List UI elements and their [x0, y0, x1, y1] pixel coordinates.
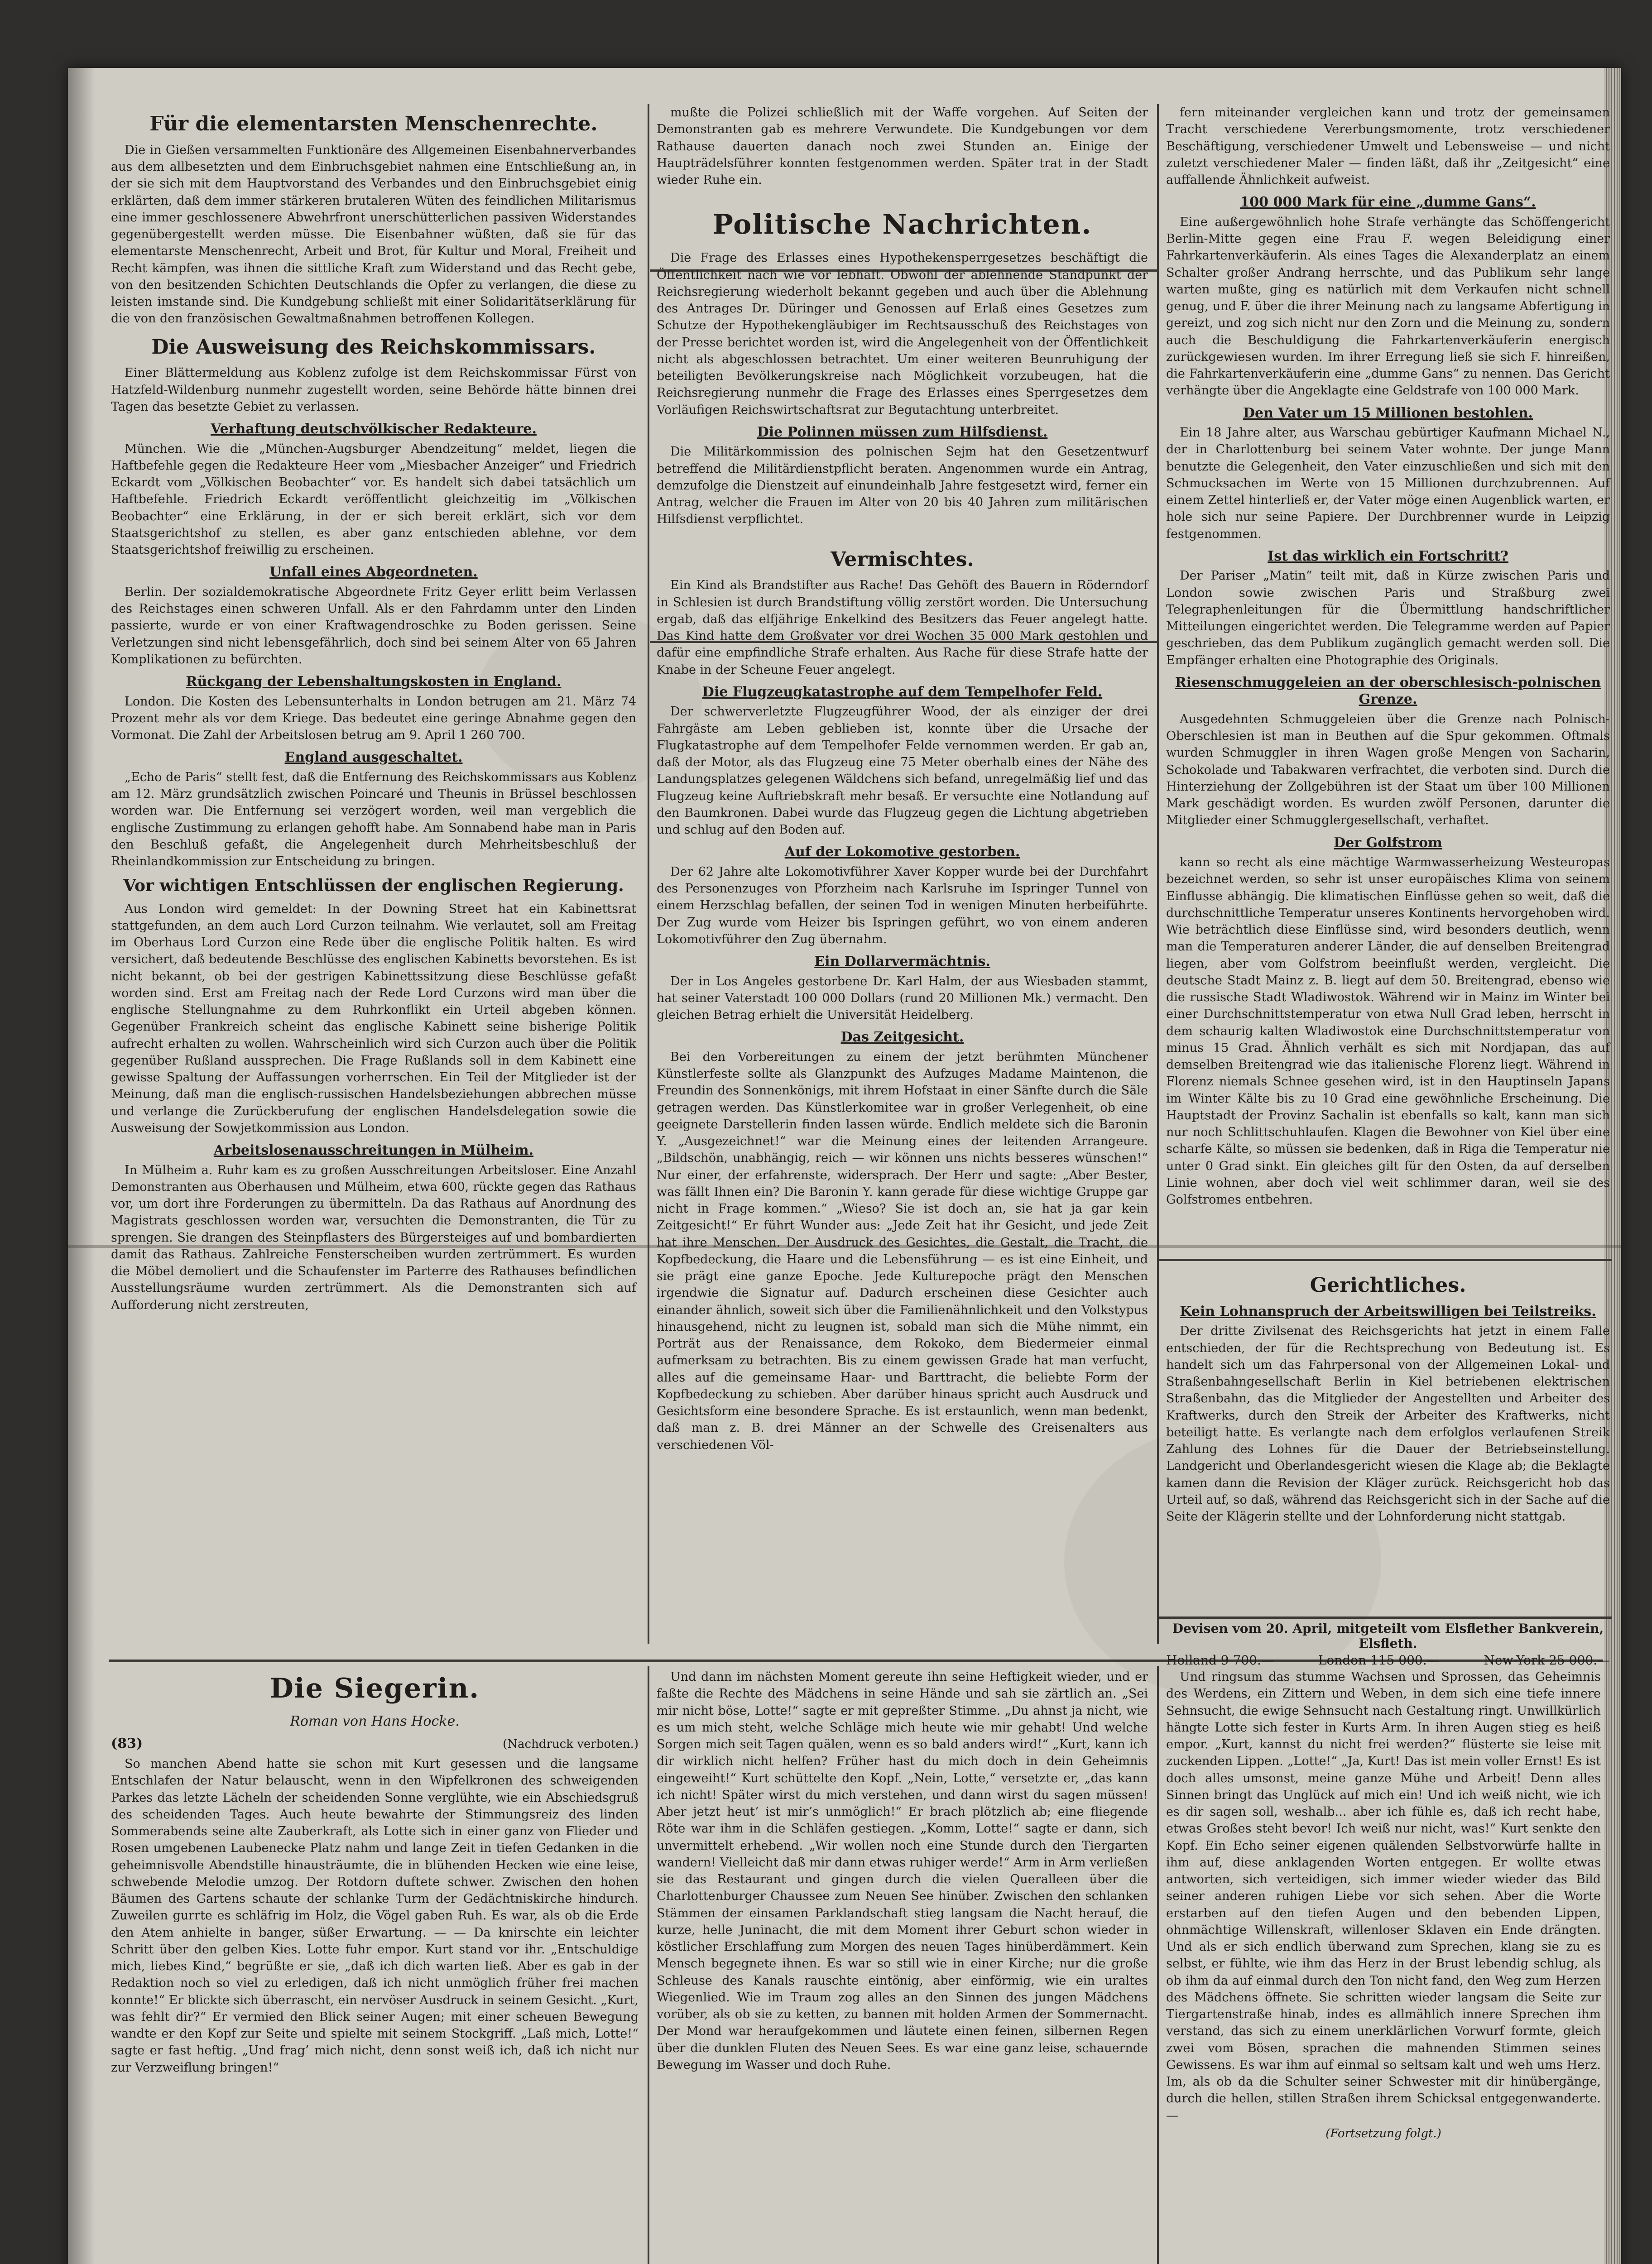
novel-text: Und ringsum das stumme Wachsen und Sprossen, das Geheimnis des Werdens, ein Zittern und Weben, in dem sich eine tiefe innere Sehnsucht, die ewige Sehnsucht nach Gestaltung ringt. Unwillkürlich hängte Lotte sich fester in Kurts Arm. In ihren Augen stieg es heiß empor. „Kurt, kannst du nicht frei werden?“ flüsterte sie leise mit zuckenden Lippen. „Lotte!“ „Ja, Kurt! Das ist mein voller Ernst! Es ist doch alles umsonst, meine ganze Mühe und Arbeit! Denn alles Sinnen bringt das Unglück auf mich ein! Und ich weiß nicht, wie ich es dir sagen soll, weshalb... aber ich fühle es, daß ich recht habe, etwas Großes steht bevor! Ich weiß nur nicht, was!“ Kurt senkte den Kopf. Ein Echo seiner eigenen quälenden Selbstvorwürfe hallte in ihm auf, diese anklagenden Worten entgegen. Er wollte etwas antworten, sich verteidigen, sich immer wieder wieder das Bild seiner anderen ruhigen Liebe vor sich sehen. Aber die Worte erstarben auf den tiefen Augen und den bebenden Lippen, ohnmächtige Willenskraft, willenloser Sklaven ein Ende drängten. Und als er sich endlich überwand zum Sprechen, klang sie zu es selbst, er fühlte, wie ihm das Herz in der Brust lebendig schlug, als ob ihm da auf einmal durch den Ton nicht fand, den Weg zum Herzen des Mädchens öffnete. Sie schritten wieder langsam die Seite zur Tiergartenstraße hinab, indes es allmählich innere Sprechen ihm verstand, das sich zu einem unerklärlichen Vorwurf formte, gleich zwei vom Bösen, sprachen die mahnenden Stimmen seines Gewissens. Es war ihm auf einmal so seltsam kalt und weh ums Herz. Im, als ob da die Schulter seiner Schwester mit dir hinübergänge, durch die hellen, stillen Straßen ihrem Schicksal entgegenwanderte. — [1166, 1670, 1601, 2123]
novel-column-1 [111, 1669, 639, 2264]
novel-byline: Roman von Hans Hocke. [290, 1713, 460, 1729]
subheadline: 100 000 Mark für eine „dumme Gans“. [1240, 194, 1536, 211]
article-text: Eine außergewöhnlich hohe Strafe verhängte das Schöffengericht Berlin-Mitte gegen eine Frau F. wegen Beleidigung einer Fahrkartenverkäuferin. Als eines Tages die Alexanderplatz an einem Schalter großer Andrang herrschte, und das Publikum sehr lange warten mußte, ging es natürlich mit dem Verkaufen nicht schnell genug, und F. über die ihrer Meinung nach zu langsame Abfertigung in gereizt, und zog sich nicht nur den Zorn und die Meinung zu, sondern auch die Beschuldigung die Fahrkartenverkäuferin energisch zurückgewiesen wurden. Im ihrer Erregung ließ sie sich F. hinreißen, die Fahrkartenverkäuferin eine „dumme Gans“ zu nennen. Das Gericht verhängte über die Angeklagte eine Geldstrafe von 100 000 Mark. [1166, 215, 1610, 398]
exchange-rates [1166, 1621, 1610, 1668]
column-1 [111, 104, 636, 1653]
novel-title: Die Siegerin. [269, 1673, 480, 1704]
article-text: Der schwerverletzte Flugzeugführer Wood, der als einziger der drei Fahrgäste am Leben geblieben ist, konnte über die Ursache der Flugkatastrophe auf dem Tempelhofer Felde vernommen werden. Er gab an, daß der Motor, als das Flugzeug eine 75 Meter oberhalb eines der Nähe des Landungsplatzes gelegenen Wäldchens sich befand, unregelmäßig lief und das Flugzeug keine Auftriebskraft mehr besaß. Er versuchte eine Notlandung auf den Baumkronen. Dabei wurde das Flugzeug gegen die Lichtung abgetrieben und schlug auf den Boden auf. [657, 705, 1148, 837]
column-rule [648, 104, 649, 1644]
reprint-note: (Nachdruck verboten.) [503, 1737, 639, 1751]
article-text: Aus London wird gemeldet: In der Downing Street hat ein Kabinettsrat stattgefunden, an dem auch Lord Curzon teilnahm. Wie verlautet, soll am Freitag im Oberhaus Lord Curzon eine Rede über die englische Politik halten. Es wird versichert, daß bedeutende Beschlüsse des englischen Kabinetts bevorstehen. Es ist nicht bekannt, ob bei der gestrigen Kabinettssitzung diese Beschlüsse gefaßt worden sind. Erst am Freitag nach der Rede Lord Curzons wird man über die englische Stellungnahme zu dem Ruhrkonflikt ein Urteil abgeben können. Gegenüber Frankreich scheint das englische Kabinett seine bisherige Politik aufrecht erhalten zu wollen. Wahrscheinlich wird sich Curzon auch über die Politik gegenüber Rußland aussprechen. Die Frage Rußlands soll in dem Kabinett eine gewisse Spaltung der Auffassungen vorherrschen. Ein Teil der Mitglieder ist der Meinung, daß man die englisch-russischen Handelsbeziehungen abbrechen müsse und verlange die Zurückberufung der englischen Handelsdelegation sowie die Ausweisung der Sowjetkommission aus London. [111, 902, 636, 1135]
novel-column-3 [1166, 1669, 1601, 2264]
section-title: Politische Nachrichten. [712, 209, 1092, 241]
section-rule [1159, 1616, 1612, 1619]
subheadline: Der Golfstrom [1334, 835, 1442, 851]
headline: Die Ausweisung des Reichskommissars. [151, 335, 596, 359]
subheadline: Riesenschmuggeleien an der oberschlesisch-polnischen Grenze. [1175, 674, 1601, 708]
column-2 [657, 104, 1148, 1653]
binding-shadow [68, 68, 95, 2264]
headline: Vor wichtigen Entschlüssen der englischen Regierung. [123, 876, 624, 896]
section-title: Vermischtes. [831, 547, 974, 571]
column-rule [648, 1666, 649, 2264]
article-text: „Echo de Paris“ stellt fest, daß die Entfernung des Reichskommissars aus Koblenz am 12. März grundsätzlich zwischen Poincaré und Theunis in Brüssel beschlossen worden war. Die Entfernung sei verzögert worden, weil man vergeblich die englische Zustimmung zu erlangen gehofft habe. Am Sonnabend habe man in Paris den Beschluß gefaßt, die Angelegenheit durch Mehrheitsbeschluß der Rheinlandkommission zur Entscheidung zu bringen. [111, 770, 636, 869]
novel-column-2 [657, 1669, 1148, 2264]
subheadline: Die Flugzeugkatastrophe auf dem Tempelhofer Feld. [702, 684, 1103, 700]
article-text: Ein Kind als Brandstifter aus Rache! Das Gehöft des Bauern in Röderndorf in Schlesien ist durch Brandstiftung völlig zerstört worden. Die Untersuchung ergab, daß das elfjährige Enkelkind des Besitzers das Feuer angelegt hatte. Das Kind hatte dem Großvater vor drei Wochen 35 000 Mark gestohlen und dafür eine empfindliche Strafe erhalten. Aus Rache für diese Strafe hatte der Knabe in der Scheune Feuer angelegt. [657, 578, 1148, 677]
subheadline: Auf der Lokomotive gestorben. [784, 844, 1020, 860]
exchange-row: Holland 9 700.— London 115 000.— New-York 25 000.— [1166, 1653, 1610, 1668]
article-text: Der dritte Zivilsenat des Reichsgerichts hat jetzt in einem Falle entschieden, der für die Rechtsprechung von Bedeutung ist. Es handelt sich um das Fahrpersonal von der Allgemeinen Lokal- und Straßenbahngesellschaft Berlin in Kiel betriebenen elektrischen Straßenbahn, das die Mitglieder der Angestellten und Arbeiter des Kraftwerks, durch den Streik der Arbeiter des Kraftwerks, nicht beteiligt hatte. Es verlangte nach dem erfolglos verlaufenen Streik Zahlung des Lohnes für die Dauer der Betriebseinstellung. Landgericht und Oberlandesgericht wiesen die Klage ab; die Beklagte kamen dann die Revision der Kläger zurück. Reichsgericht hob das Urteil auf, so daß, während das Reichsgericht sich in der Sache auf die Seite der Klägerin stellte und der Lohnforderung nicht stattgab. [1166, 1324, 1610, 1524]
installment-number: (83) [111, 1736, 143, 1751]
novel-text: So manchen Abend hatte sie schon mit Kurt gesessen und die langsame Entschlafen der Natur belauscht, wenn in den Wipfelkronen des schweigenden Parkes das letzte Lächeln der scheidenden Sonne verglühte, wie ein Abschiedsgruß des scheidenden Tages. Auch heute bewahrte der Stimmungsreiz des linden Sommerabends seine alte Zauberkraft, als Lotte sich in einer ganz von Flieder und Rosen umgebenen Laubenecke Platz nahm und lange Zeit in tiefen Gedanken in die geheimnisvolle Abendstille hinausträumte, die in blühenden Hecken wie eine leise, schwebende Melodie umzog. Der Rotdorn duftete schwer. Zwischen den hohen Bäumen des Gartens schaute der schlanke Turm der Gedächtniskirche hindurch. Zuweilen gurrte es schläfrig im Holz, die Vögel gaben Ruh. Es war, als ob die Erde den Atem anhielte in banger, süßer Erwartung. — — Da knirschte ein leichter Schritt über den gelben Kies. Lotte fuhr empor. Kurt stand vor ihr. „Entschuldige mich, liebes Kind,“ begrüßte er sie, „daß ich dich warten ließ. Aber es gab in der Redaktion noch so viel zu erledigen, daß ich nicht unmöglich früher frei machen konnte!“ Er blickte sich überrascht, ein nervöser Ausdruck in seinem Gesicht. „Kurt, was fehlt dir?“ Er vermied den Blick seiner Augen; mit einer scheuen Bewegung wandte er den Kopf zur Seite und spielte mit seinem Stockgriff. „Laß mich, Lotte!“ sagte er fast heftig. „Und frag’ mich nicht, denn sonst weiß ich, daß ich nicht nur zur Verzweiflung bringen!“ [111, 1757, 639, 2075]
subheadline: Rückgang der Lebenshaltungskosten in England. [186, 674, 562, 690]
article-text: In Mülheim a. Ruhr kam es zu großen Ausschreitungen Arbeitsloser. Eine Anzahl Demonstranten aus Oberhausen und Mülheim, etwa 600, rückte gegen das Rathaus vor, um dort ihre Forderungen zu übermitteln. Da das Rathaus auf Anordnung des Magistrats geschlossen worden war, versuchten die Demonstranten, die Tür zu sprengen. Sie drangen des Steinpflasters des Bürgersteiges auf und bombardierten damit das Rathaus. Zahlreiche Fensterscheiben wurden zertrümmert. Es wurden die Möbel demoliert und die Schaufenster im Parterre des Rathauses befindlichen Ausstellungsräume wurden zertrümmert. Als die Demonstranten sich auf Aufforderung nicht zerstreuten, [111, 1163, 636, 1312]
article-text: Ausgedehnten Schmuggeleien über die Grenze nach Polnisch-Oberschlesien ist man in Beuthen auf die Spur gekommen. Oftmals wurden Schmuggler in ihren Wagen große Mengen von Sacharin, Schokolade und Tabakwaren verfrachtet, die verboten sind. Durch die Hinterziehung der Zollgebühren ist der Staat um über 100 Millionen Mark geschädigt worden. Es wurden zwölf Personen, darunter die Mitglieder einer Schmugglergesellschaft, verhaftet. [1166, 712, 1610, 828]
subheadline: Die Polinnen müssen zum Hilfsdienst. [757, 424, 1048, 440]
section-rule [1159, 1259, 1612, 1261]
article-text: Bei den Vorbereitungen zu einem der jetzt berühmten Münchener Künstlerfeste sollte als Glanzpunkt des Aufzuges Madame Maintenon, die Freundin des Sonnenkönigs, mit ihrem Hofstaat in einer Sänfte durch die Säle getragen werden. Das Künstlerkomitee war in großer Verlegenheit, ob eine geeignete Darstellerin finden lassen würde. Endlich meldete sich die Baronin Y. „Ausgezeichnet!“ war die Meinung eines der leitenden Arrangeure. „Bildschön, unabhängig, reich — wir können uns nichts besseres wünschen!“ Nur einer, der erfahrenste, widersprach. Der Herr und sagte: „Aber Bester, was fällt Ihnen ein? Die Baronin Y. kann gerade für diese wichtige Gruppe gar nicht in Frage kommen.“ „Wieso? Sie ist doch an, sie hat ja gar kein Zeitgesicht!“ Er führt Wunder aus: „Jede Zeit hat ihr Gesicht, und jede Zeit hat ihre Menschen. Der Ausdruck des Gesichtes, die Gestalt, die Tracht, die Kopfbedeckung, die Haare und die Lebensführung — es ist eine Einheit, und sie prägt eine ganze Epoche. Jede Kulturepoche prägt den Menschen irgendwie die Signatur auf. Dadurch erscheinen diese Gesichter auch einander ähnlich, soweit sich über die Familienähnlichkeit und den Volkstypus hinausgehend, nicht zu leugnen ist, sobald man sich die Mühe nimmt, ein Porträt aus der Renaissance, dem Rokoko, dem Biedermeier einmal aufmerksam zu betrachten. Bis zu einem gewissen Grade hat man verfucht, alles auf die gemeinsame Haar- und Barttracht, die beliebte Form der Kopfbedeckung zu schieben. Aber darüber hinaus spricht auch Ausdruck und Gesichtsform eine besondere Sprache. Es ist erstaunlich, wenn man bedenkt, daß man z. B. drei Männer an der Schwelle des Greisenalters aus verschiedenen Völ- [657, 1050, 1148, 1452]
subheadline: Arbeitslosenausschreitungen in Mülheim. [213, 1142, 534, 1159]
subheadline: Kein Lohnanspruch der Arbeitswilligen bei Teilstreiks. [1180, 1303, 1596, 1319]
exchange-title: Devisen vom 20. April, mitgeteilt vom Elsflether Bankverein, Elsfleth. [1172, 1621, 1604, 1651]
newspaper-page [68, 68, 1621, 2264]
article-text: Einer Blättermeldung aus Koblenz zufolge ist dem Reichskommissar Fürst von Hatzfeld-Wildenburg nunmehr zugestellt worden, seine Behörde hätte binnen drei Tagen das besetzte Gebiet zu verlassen. [111, 366, 636, 414]
continuation-note: (Fortsetzung folgt.) [1325, 2126, 1441, 2140]
subheadline: Den Vater um 15 Millionen bestohlen. [1243, 405, 1533, 421]
article-text: Die Frage des Erlasses eines Hypothekensperrgesetzes beschäftigt die Öffentlichkeit nach wie vor lebhaft. Obwohl der ablehnende Standpunkt der Reichsregierung wiederholt bekannt gegeben und auch über die Ablehnung des Antrages Dr. Düringer und Genossen auf Erlaß eines Gesetzes zum Schutze der Hypothekengläubiger im Rechtsausschuß des Reichstages von der Presse berichtet worden ist, wird die Angelegenheit von der Öffentlichkeit nicht als abgeschlossen betrachtet. Um einer weiteren Beunruhigung der beteiligten Bevölkerungskreise nach Möglichkeit vorzubeugen, hat die Reichsregierung nunmehr die Frage des Erlasses eines Sperrgesetzes dem Vorläufigen Reichswirtschaftsrat zur Begutachtung unterbreitet. [657, 251, 1148, 417]
court-section [1166, 1266, 1610, 1610]
article-text: Der 62 Jahre alte Lokomotivführer Xaver Kopper wurde bei der Durchfahrt des Personenzuges von Pforzheim nach Karlsruhe im Ispringer Tunnel von einem Herzschlag befallen, der seinen Tod in wenigen Minuten herbeiführte. Der Zug wurde vom Heizer bis Ispringen geführt, wo von einem anderen Lokomotivführer den Zug übernahm. [657, 864, 1148, 946]
article-text: München. Wie die „München-Augsburger Abendzeitung“ meldet, liegen die Haftbefehle gegen die Redakteure Heer vom „Miesbacher Anzeiger“ und Friedrich Eckardt vom „Völkischen Beobachter“ vor. Es handelt sich dabei tatsächlich um Haftbefehle. Friedrich Eckardt veröffentlicht gleichzeitig im „Völkischen Beobachter“ eine Erklärung, in der er sich bereit erklärt, sich vor dem Staatsgerichtshof zu stellen, es aber ganz entschieden ablehne, vor dem Staatsgerichtshof freiwillig zu erscheinen. [111, 441, 636, 557]
article-text: fern miteinander vergleichen kann und trotz der gemeinsamen Tracht verschiedene Vererbungsmomente, trotz verschiedener Beschäftigung, verschiedener Umwelt und Lebensweise — und nicht zuletzt verschiedener Maler — finden läßt, daß ihr „Zeitgesicht“ eine auffallende Ähnlichkeit aufweist. [1166, 106, 1610, 187]
article-text: Ein 18 Jahre alter, aus Warschau gebürtiger Kaufmann Michael N., der in Charlottenburg bei seinem Vater wohnte. Der junge Mann benutzte die Gelegenheit, den Vater einzuschließen und sich mit den Schmucksachen im Werte von 15 Millionen durchzubrennen. Auf einem Zettel hinterließ er, der Vater möge einen Augenblick warten, er hole sich nur seine Papiere. Der Durchbrenner wurde in Leipzig festgenommen. [1166, 426, 1610, 541]
article-text: kann so recht als eine mächtige Warmwasserheizung Westeuropas bezeichnet werden, so sehr ist unser europäisches Klima von seinem Einflusse abhängig. Die klimatischen Einflüsse gehen so weit, daß die durchschnittliche Temperatur unseres Kontinents hervorgehoben wird. Wie beträchtlich diese Einflüsse sind, wird besonders deutlich, wenn man die Temperaturen anderer Länder, die auf denselben Breitengrad liegen, aber vom Golfstrom beeinflußt werden, vergleicht. Die deutsche Stadt Mainz z. B. liegt auf dem 50. Breitengrad, ebenso wie die russische Stadt Wladiwostok. Während wir in Mainz im Winter bei einer Durchschnittstemperatur von etwa Null Grad leben, herrscht in dem schaurig kalten Wladiwostok eine Durchschnittstemperatur von minus 15 Grad. Ähnlich verhält es sich mit Nordjapan, das auf demselben Breitengrad wie das italienische Florenz liegt. Während in Florenz niemals Schnee gesehen wird, ist in den Hauptinseln Japans im Winter Kälte bis zu 10 Grad eine gewöhnliche Erscheinung. Die Hauptstadt der Provinz Sachalin ist ebenfalls so kalt, kann man sich nur noch Schlittschuhlaufen. Klagen die Bewohner von Kiel über eine scharfe Kälte, so müssen sie bedenken, daß in Riga die Temperatur nie unter 0 Grad sinkt. Ein gleiches gilt für den Osten, da auf derselben Linie wohnen, aber doch viel weit schlimmer daran, weil sie des Golfstromes entbehren. [1166, 855, 1610, 1207]
column-3 [1166, 104, 1610, 1254]
subheadline: Ein Dollarvermächtnis. [814, 954, 990, 970]
subheadline: England ausgeschaltet. [284, 749, 463, 766]
article-text: London. Die Kosten des Lebensunterhalts in London betrugen am 21. März 74 Prozent mehr als vor dem Kriege. Das bedeutet eine geringe Abnahme gegen den Vormonat. Die Zahl der Arbeitslosen betrug am 9. April 1 260 700. [111, 694, 636, 743]
article-text: Die Militärkommission des polnischen Sejm hat den Gesetzentwurf betreffend die Militärdienstpflicht beraten. Angenommen wurde ein Antrag, demzufolge die Dienstzeit auf einundeinhalb Jahre festgesetzt wird, ferner ein Antrag, welcher die Frauen im Alter von 20 bis 40 Jahren zum militärischen Hilfsdienst verpflichtet. [657, 445, 1148, 527]
headline: Für die elementarsten Menschenrechte. [149, 112, 598, 135]
article-text: Berlin. Der sozialdemokratische Abgeordnete Fritz Geyer erlitt beim Verlassen des Reichstages einen schweren Unfall. Als er den Fahrdamm unter den Linden passierte, wurde er von einer Kraftwagendroschke zu Boden gerissen. Seine Verletzungen sind nicht lebensgefährlich, doch sind bei seinem Alter von 65 Jahren Komplikationen zu befürchten. [111, 585, 636, 667]
column-rule [1157, 1666, 1159, 2264]
article-text: Die in Gießen versammelten Funktionäre des Allgemeinen Eisenbahnerverbandes aus dem allbesetzten und dem Einbruchsgebiet nahmen eine Entschließung an, in der sie sich mit dem Hauptvorstand des Verbandes und den Einbruchsgebiet einig erklärten, daß dem immer stärkeren brutaleren Wüten des feindlichen Militarismus eine immer geschlossenere Abwehrfront unerschütterlichen passiven Widerstandes gegenübergestellt werden müsse. Die Eisenbahner wüßten, daß sie für das elementarste Menschenrecht, Arbeit und Brot, für Kultur und Moral, Freiheit und Recht kämpfen, was ihnen die sittliche Kraft zum Widerstand und das Recht gebe, von den besitzenden Schichten Deutschlands die Opfer zu verlangen, die diese zu leisten imstande sind. Die Kundgebung schließt mit einer Solidaritätserklärung für die von den französischen Gewaltmaßnahmen betroffenen Kollegen. [111, 143, 636, 326]
column-rule [1157, 104, 1159, 1644]
section-title: Gerichtliches. [1310, 1274, 1466, 1297]
subheadline: Ist das wirklich ein Fortschritt? [1268, 548, 1508, 564]
article-text: Der in Los Angeles gestorbene Dr. Karl Halm, der aus Wiesbaden stammt, hat seiner Vaterstadt 100 000 Dollars (rund 20 Millionen Mk.) vermacht. Den gleichen Betrag erhielt die Universität Heidelberg. [657, 974, 1148, 1022]
article-text: mußte die Polizei schließlich mit der Waffe vorgehen. Auf Seiten der Demonstranten gab es mehrere Verwundete. Die Kundgebungen vor dem Rathause dauerten danach noch zwei Stunden an. Einige der Haupträdelsführer konnten festgenommen werden. Später trat in der Stadt wieder Ruhe ein. [657, 106, 1148, 187]
subheadline: Verhaftung deutschvölkischer Redakteure. [211, 421, 537, 437]
subheadline: Unfall eines Abgeordneten. [269, 564, 478, 580]
subheadline: Das Zeitgesicht. [840, 1029, 964, 1046]
article-text: Der Pariser „Matin“ teilt mit, daß in Kürze zwischen Paris und London sowie zwischen Paris und Straßburg zwei Telegraphenleitungen für die Übermittlung handschriftlicher Mitteilungen eingerichtet werden. Die Telegramme werden auf Papier geschrieben, das dem Publikum zugänglich gemacht werden soll. Die Empfänger erhalten eine Photographie des Originals. [1166, 569, 1610, 667]
novel-text: Und dann im nächsten Moment gereute ihn seine Heftigkeit wieder, und er faßte die Rechte des Mädchens in seine Hände und sah sie zärtlich an. „Sei mir nicht böse, Lotte!“ sagte er mit gepreßter Stimme. „Du ahnst ja nicht, wie es um mich steht, welche Schläge mich heute wie mir gehabt! Und welche Sorgen mich seit Tagen quälen, wenn es so bald anders wird!“ „Kurt, kann ich dir wirklich nicht helfen? Früher hast du mich doch in dein Geheimnis eingeweiht!“ Kurt schüttelte den Kopf. „Nein, Lotte,“ versetzte er, „das kann ich nicht! Später wirst du mich verstehen, und dann wirst du sagen müssen! Aber jetzt heut’ ist mir’s unmöglich!“ Er brach plötzlich ab; eine fliegende Röte war ihm in die Schläfen gestiegen. „Komm, Lotte!“ sagte er dann, sich unvermittelt erhebend. „Wir wollen noch eine Stunde durch den Tiergarten wandern! Vielleicht daß mir dann etwas ruhiger werde!“ Arm in Arm verließen sie das Restaurant und gingen durch die vielen Queralleen über die Charlottenburger Chaussee zum Neuen See hinüber. Zwischen den schlanken Stämmen der einsamen Parklandschaft stieg langsam die Nacht herauf, die kurze, helle Juninacht, die mit dem Moment ihrer Geburt schon wieder in köstlicher Erschlaffung zum Morgen des neuen Tages hinüberdämmert. Kein Mensch begegnete ihnen. Es war so still wie in einer Kirche; nur die große Schleuse des Kanals rauschte eintönig, aber einförmig, wie ein uraltes Wiegenlied. Wie im Traum zog alles an den Sinnen des jungen Mädchens vorüber, als ob sie zu ketten, zu bannen mit holden Armen der Sommernacht. Der Mond war heraufgekommen und läutete einen feinen, silbernen Regen über die dunklen Fluten des Neuen Sees. Es war eine ganz leise, schauernde Bewegung im Wasser und doch Ruhe. [657, 1670, 1148, 2072]
